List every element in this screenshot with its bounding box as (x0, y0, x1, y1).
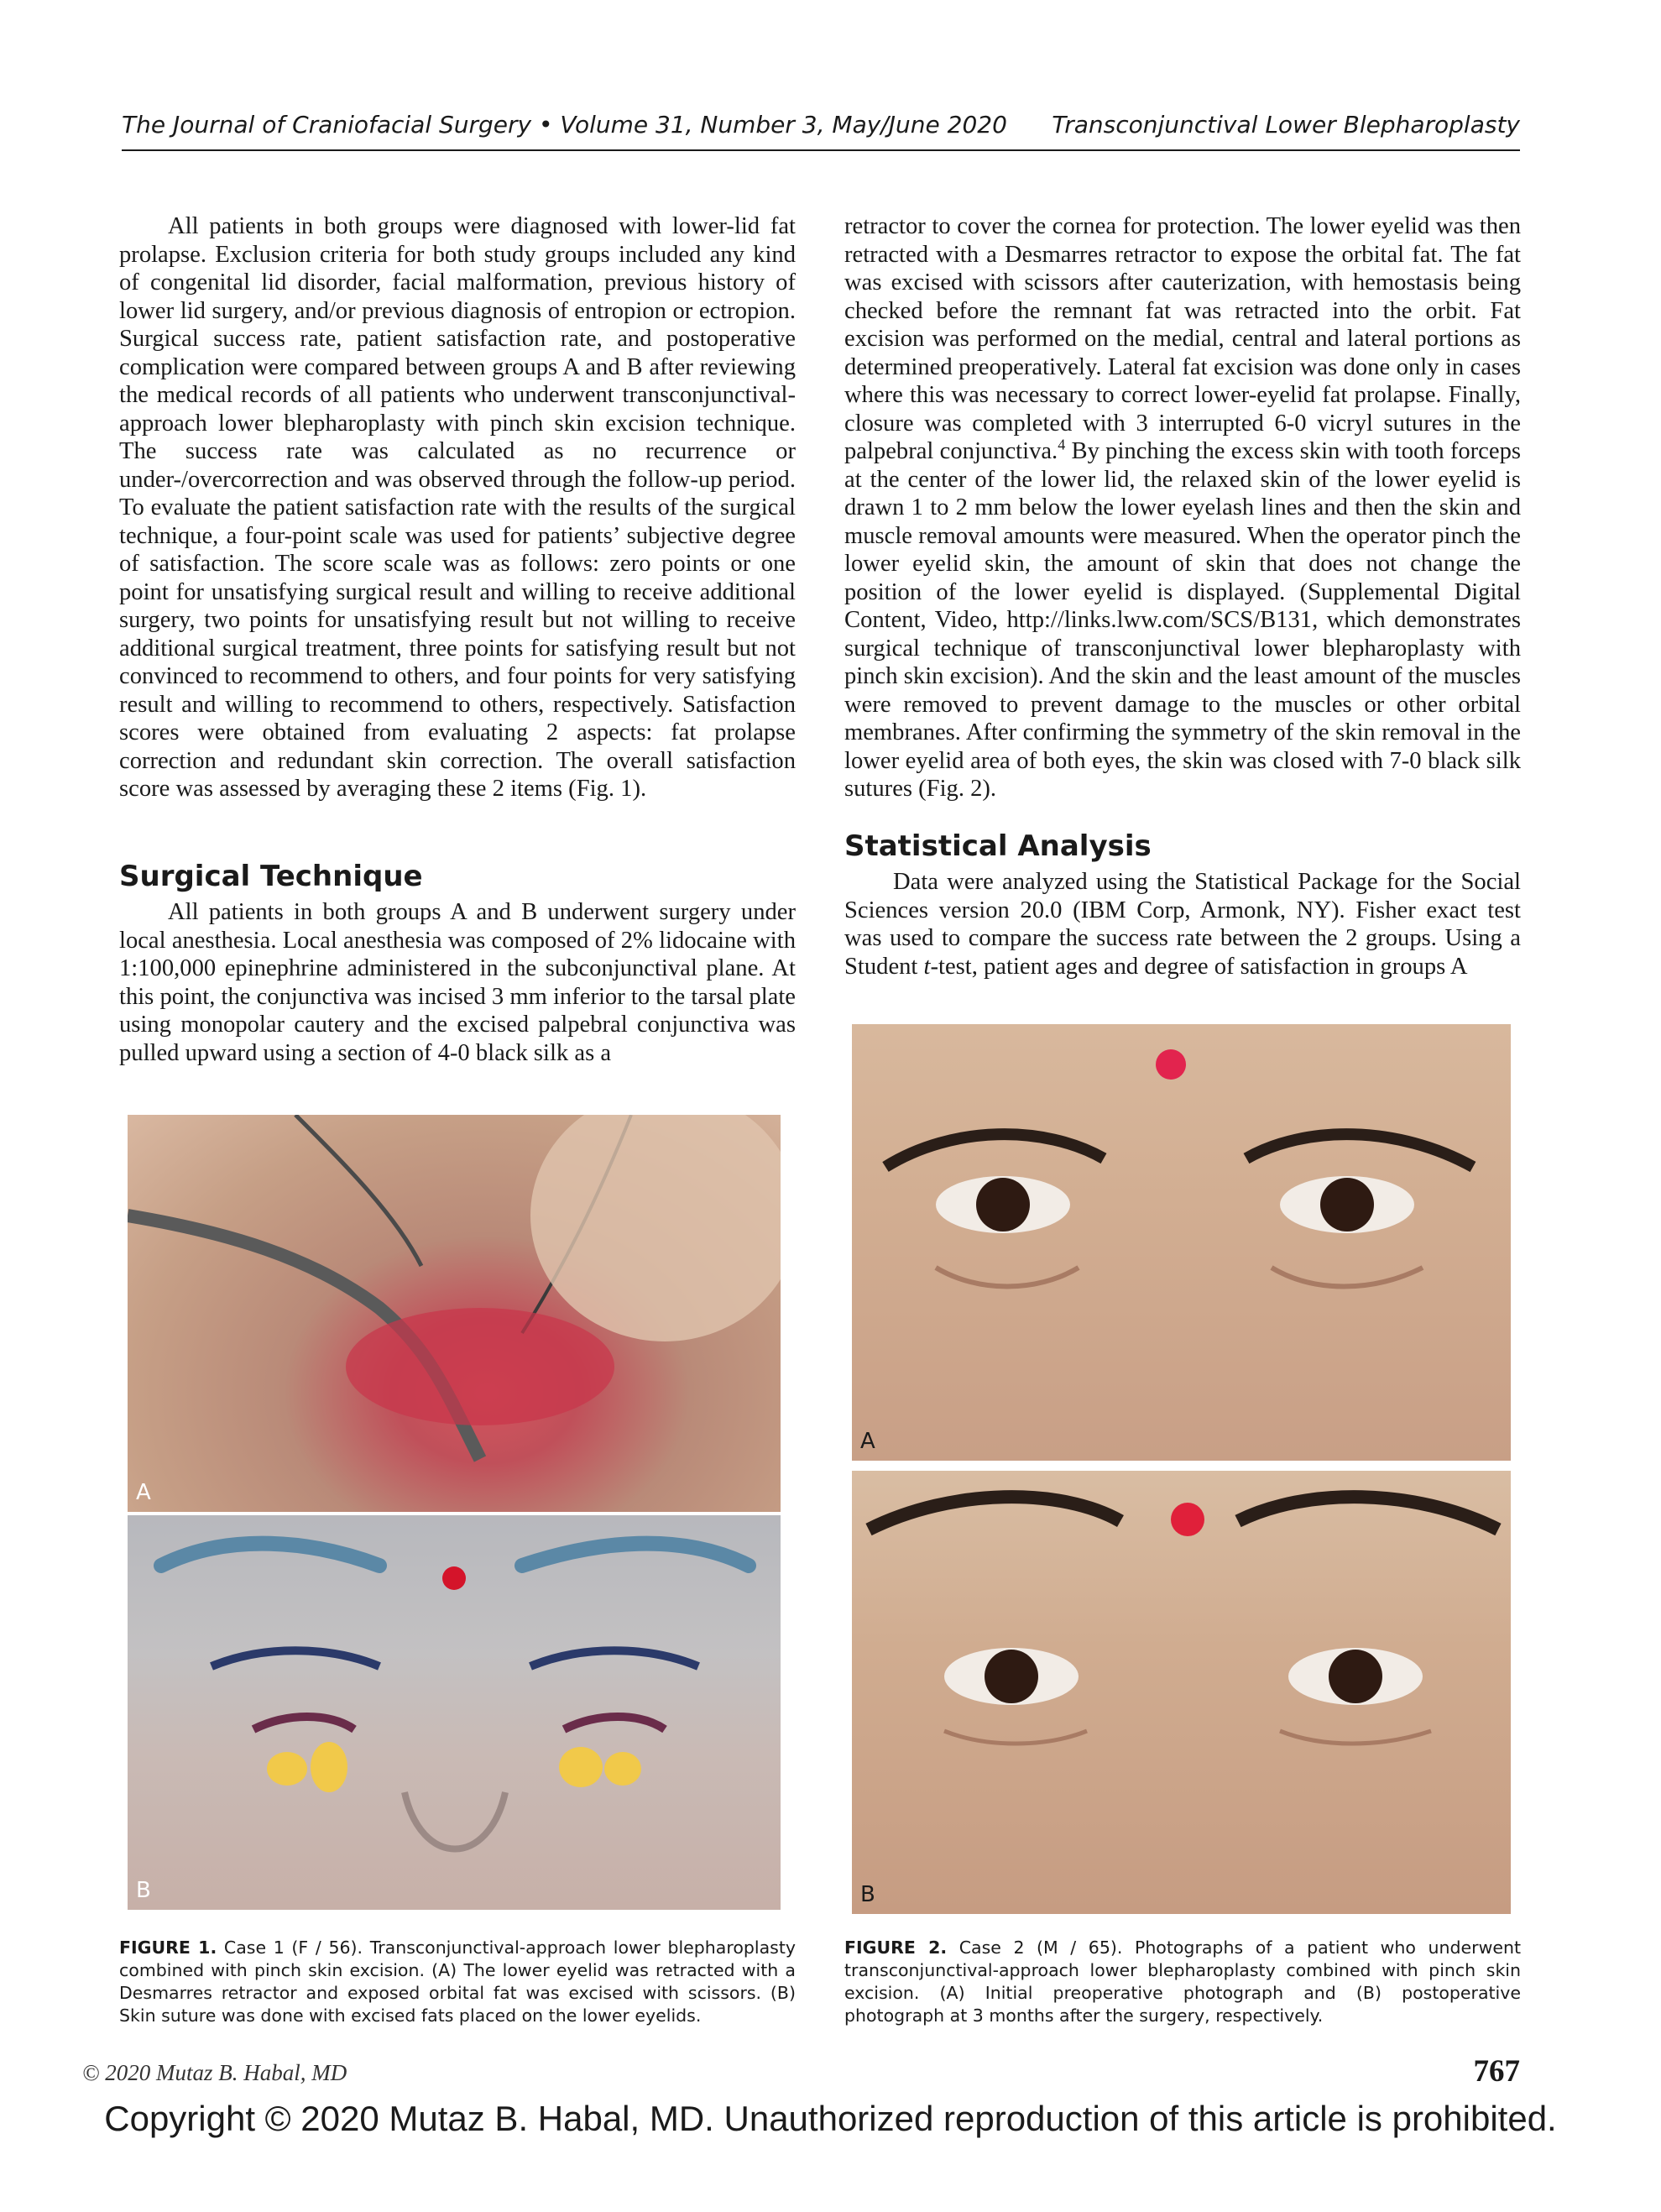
footer-copyright: © 2020 Mutaz B. Habal, MD (82, 2060, 347, 2085)
figure-2a-preoperative-photo (852, 1024, 1511, 1461)
paragraph-statistics (844, 868, 1521, 980)
copyright-notice: Copyright © 2020 Mutaz B. Habal, MD. Unauthorized reproduction of this article is prohibited. (104, 2099, 1557, 2138)
figure-2-caption-text: Case 2 (M / 65). Photographs of a patient who underwent transconjunctival-approach lower blepharoplasty combined with pinch skin excision. (A) Initial preoperative photograph and (B) postoperative photograph at 3 months after the surgery, respectively. (844, 1937, 1521, 2026)
figure-1-caption (119, 1937, 796, 2027)
figure-2-panel-b-label: B (860, 1882, 875, 1907)
paragraph-fat-excision-part1: retractor to cover the cornea for protection. The lower eyelid was then retracted with a Desmarres retractor to expose the orbital fat. The fat was excised with scissors after cauterization, with hemostasis being checked before the remnant fat was retracted into the orbit. Fat excision was performed on the medial, central and lateral portions as determined preoperatively. Lateral fat excision was done only in cases where this was necessary to correct lower-eyelid fat prolapse. Finally, closure was completed with 3 interrupted 6-0 vicryl sutures in the palpebral conjunctiva. (844, 213, 1521, 464)
reference-superscript: 4 (1058, 436, 1066, 453)
right-column-text (844, 212, 1521, 803)
face-eyes-icon (128, 1515, 781, 1910)
left-column-text (119, 212, 796, 803)
header-rule (122, 149, 1520, 151)
right-column-text-2 (844, 868, 1521, 980)
figure-1a-surgery-photo (128, 1115, 781, 1512)
retractor-icon (128, 1115, 781, 1512)
figure-2-caption (844, 1937, 1521, 2027)
figure-1-panel-b-label: B (136, 1878, 151, 1903)
figure-1-label: FIGURE 1. (119, 1937, 217, 1958)
face-eyes-icon (852, 1024, 1511, 1461)
heading-surgical-technique: Surgical Technique (119, 860, 423, 893)
heading-statistical-analysis: Statistical Analysis (844, 829, 1152, 863)
paragraph-inclusion-criteria: All patients in both groups were diagnosed with lower-lid fat prolapse. Exclusion criteria for both study groups included any kind of congenital lid disorder, facial malformation, previous history of lower lid surgery, and/or previous diagnosis of entropion or ectropion. Surgical success rate, patient satisfaction rate, and postoperative complication were compared between groups A and B after reviewing the medical records of all patients who underwent transconjunctival-approach lower blepharoplasty with pinch skin excision technique. The success rate was calculated as no recurrence or under-/overcorrection and was observed through the follow-up period. To evaluate the patient satisfaction rate with the results of the surgical technique, a four-point scale was used for patients’ subjective degree of satisfaction. The score scale was as follows: zero points or one point for unsatisfying surgical result and willing to receive additional surgery, two points for unsatisfying result but not willing to receive additional surgical treatment, three points for satisfying result but not convinced to recommend to others, and four points for very satisfying result and willing to recommend to others, respectively. Satisfaction scores were obtained from evaluating 2 aspects: fat prolapse correction and redundant skin correction. The overall satisfaction score was assessed by averaging these 2 items (Fig. 1). (119, 213, 796, 802)
figure-1b-face-photo (128, 1515, 781, 1910)
figure-2b-postoperative-photo (852, 1471, 1511, 1914)
figure-1-panel-a-label: A (136, 1480, 151, 1505)
left-column-text-2 (119, 898, 796, 1067)
figure-2-label: FIGURE 2. (844, 1937, 948, 1958)
paragraph-statistics-part2: -test, patient ages and degree of satisfaction in groups A (930, 953, 1468, 980)
face-eyes-icon (852, 1471, 1511, 1914)
paragraph-fat-excision (844, 212, 1521, 803)
page-number: 767 (1473, 2054, 1520, 2089)
paragraph-statistics-part1: Data were analyzed using the Statistical Package for the Social Sciences version 20.0 (IBM Corp, Armonk, NY). Fisher exact test was used to compare the success rate between the 2 groups. Using a Student (844, 869, 1521, 980)
figure-2-panel-a-label: A (860, 1429, 875, 1454)
paragraph-anesthesia: All patients in both groups A and B underwent surgery under local anesthesia. Local anesthesia was composed of 2% lidocaine with 1:100,000 epinephrine administered in the subconjunctival plane. At this point, the conjunctiva was incised 3 mm inferior to the tarsal plate using monopolar cautery and the excised palpebral conjunctiva was pulled upward using a section of 4-0 black silk as a (119, 899, 796, 1066)
figure-1-caption-text: Case 1 (F / 56). Transconjunctival-approach lower blepharoplasty combined with pinch skin excision. (A) The lower eyelid was retracted with a Desmarres retractor and exposed orbital fat was excised with scissors. (B) Skin suture was done with excised fats placed on the lower eyelids. (119, 1937, 796, 2026)
running-header-journal: The Journal of Craniofacial Surgery • Volume 31, Number 3, May/June 2020 (122, 111, 1007, 139)
paragraph-fat-excision-part2: By pinching the excess skin with tooth forceps at the center of the lower lid, the relaxed skin of the lower eyelid is drawn 1 to 2 mm below the lower eyelash lines and then the skin and muscle removal amounts were measured. When the operator pinch the lower eyelid skin, the amount of skin that does not change the position of the lower eyelid is displayed. (Supplemental Digital Content, Video, http://links.lww.com/SCS/B131, which demonstrates surgical technique of transconjunctival lower blepharoplasty with pinch skin excision). And the skin and the least amount of the muscles were removed to prevent damage to the muscles or other orbital membranes. After confirming the symmetry of the skin removal in the lower eyelid area of both eyes, the skin was closed with 7-0 black silk sutures (Fig. 2). (844, 438, 1521, 802)
t-test-italic: t (923, 953, 931, 980)
running-header-title: Transconjunctival Lower Blepharoplasty (1052, 111, 1520, 139)
